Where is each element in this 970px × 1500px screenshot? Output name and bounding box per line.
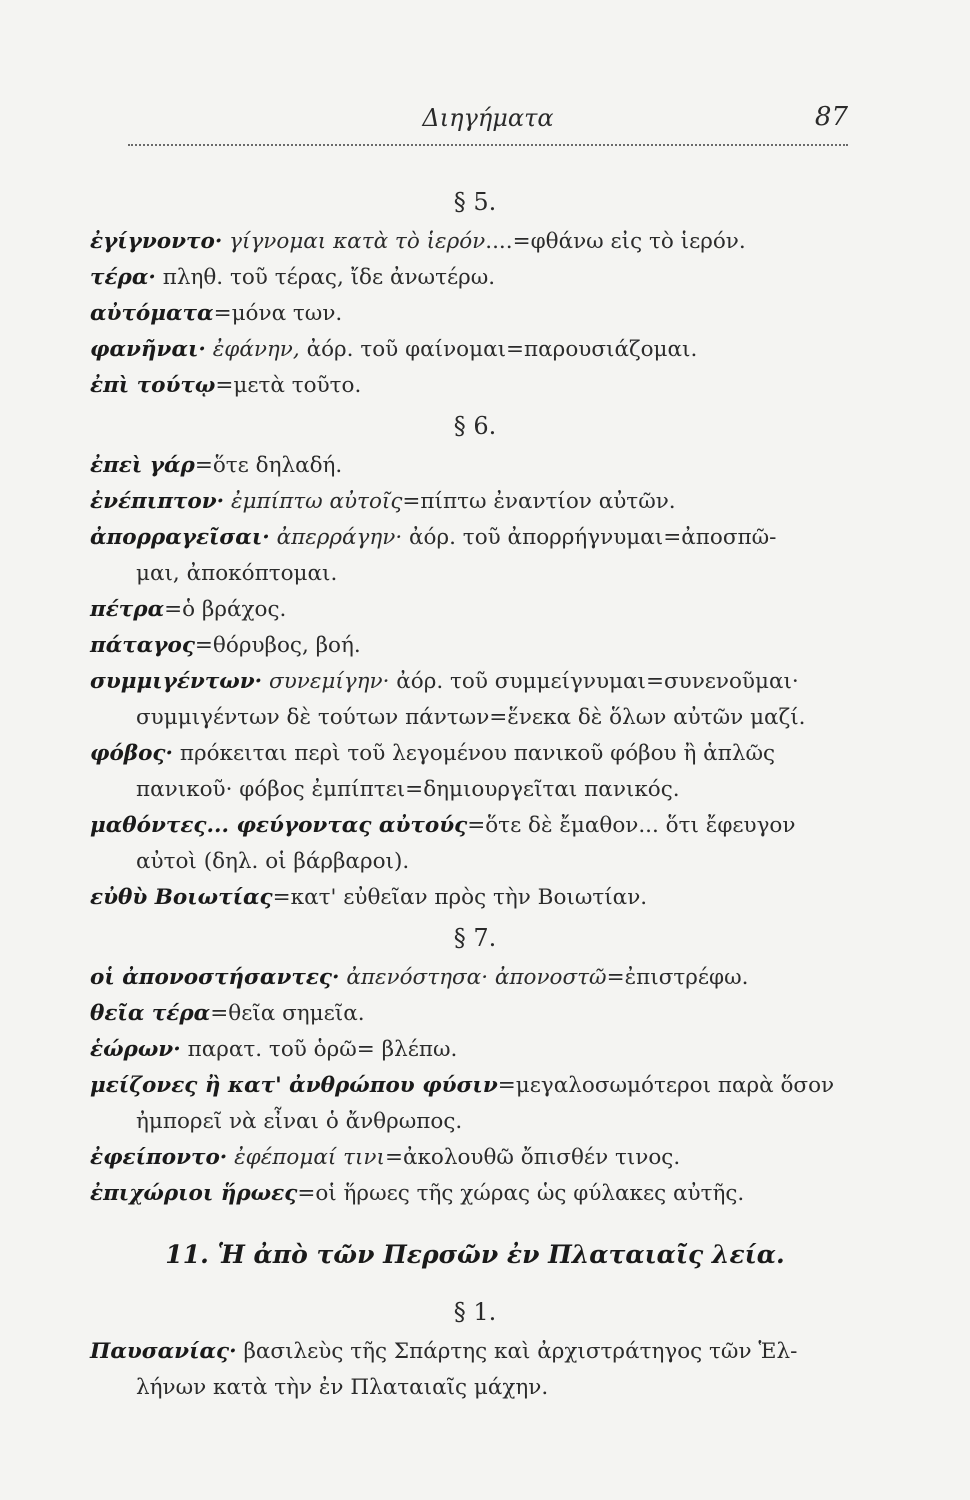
headword: θεῖα τέρα <box>90 1001 211 1026</box>
gloss-form: ἐφέπομαί τινι <box>234 1145 385 1170</box>
headword: μαθόντες... φεύγοντας αὐτούς <box>90 813 468 838</box>
gloss-text: πρόκειται περὶ τοῦ λεγομένου πανικοῦ φόβου ἢ ἁπλῶς <box>179 741 776 766</box>
section-heading: § 6. <box>453 412 497 440</box>
glossary-body <box>90 180 860 1406</box>
gloss-text: παρατ. τοῦ ὁρῶ= βλέπω. <box>187 1037 458 1062</box>
gloss-entry <box>90 664 860 700</box>
gloss-text: =ὅτε δὲ ἔμαθον... ὅτι ἔφευγον <box>467 813 796 838</box>
headword: ἐπιχώριοι ἥρωες <box>90 1181 298 1206</box>
gloss-entry <box>90 296 860 332</box>
gloss-form: ἀπερράγην· <box>276 525 403 550</box>
gloss-text: ἀόρ. τοῦ φαίνομαι=παρουσιάζομαι. <box>306 337 698 362</box>
chapter-title: 11. Ἡ ἀπὸ τῶν Περσῶν ἐν Πλαταιαῖς λεία. <box>165 1240 785 1269</box>
gloss-text: =θεῖα σημεῖα. <box>210 1001 365 1026</box>
gloss-text: =μόνα των. <box>213 301 343 326</box>
gloss-text: =ὅτε δηλαδή. <box>194 453 343 478</box>
headword: ἐνέπιπτον· <box>90 489 225 514</box>
headword: ἐπεὶ γάρ <box>90 453 195 478</box>
gloss-text: =θόρυβος, βοή. <box>194 633 361 658</box>
gloss-form: συνεμίγην· <box>269 669 390 694</box>
headword: ἑώρων· <box>90 1037 181 1062</box>
gloss-entry <box>90 1140 860 1176</box>
section-heading: § 5. <box>453 188 497 216</box>
gloss-form: ἐμπίπτω αὐτοῖς <box>231 489 403 514</box>
headword: φανῆναι· <box>90 337 206 362</box>
gloss-text: πληθ. τοῦ τέρας, ἴδε ἀνωτέρω. <box>162 265 496 290</box>
headword: ἐπὶ τούτῳ <box>90 373 216 398</box>
gloss-continuation: ἠμπορεῖ νὰ εἶναι ὁ ἄνθρωπος. <box>136 1109 463 1134</box>
page-header <box>128 100 848 146</box>
gloss-text: =οἱ ἥρωες τῆς χώρας ὡς φύλακες αὐτῆς. <box>297 1181 745 1206</box>
gloss-text: ἀόρ. τοῦ ἀπορρήγνυμαι=ἀποσπῶ- <box>409 525 777 550</box>
gloss-entry <box>90 260 860 296</box>
gloss-text: ....=φθάνω εἰς τὸ ἱερόν. <box>485 229 746 254</box>
gloss-entry <box>90 996 860 1032</box>
gloss-entry <box>90 448 860 484</box>
headword: τέρα· <box>90 265 156 290</box>
gloss-entry <box>90 1068 860 1104</box>
gloss-continuation: αὐτοὶ (δηλ. οἱ βάρβαροι). <box>136 849 410 874</box>
gloss-form: γίγνομαι κατὰ τὸ ἱερόν <box>229 229 486 254</box>
gloss-entry <box>90 224 860 260</box>
gloss-continuation: πανικοῦ· φόβος ἐμπίπτει=δημιουργεῖται πανικός. <box>136 777 680 802</box>
headword: Παυσανίας· <box>90 1339 237 1364</box>
gloss-entry <box>90 1032 860 1068</box>
headword: εὐθὺ Βοιωτίας <box>90 885 273 910</box>
gloss-form: ἀπενόστησα· ἀπονοστῶ <box>346 965 607 990</box>
gloss-text: =ἐπιστρέφω. <box>606 965 749 990</box>
gloss-entry <box>90 808 860 844</box>
gloss-continuation: μαι, ἀποκόπτομαι. <box>136 561 338 586</box>
headword: συμμιγέντων· <box>90 669 263 694</box>
gloss-text: =ἀκολουθῶ ὄπισθέν τινος. <box>384 1145 681 1170</box>
section-heading: § 1. <box>453 1298 497 1326</box>
headword: φόβος· <box>90 741 173 766</box>
gloss-entry <box>90 628 860 664</box>
gloss-text: =κατ' εὐθεῖαν πρὸς τὴν Βοιωτίαν. <box>272 885 648 910</box>
gloss-text: =μετὰ τοῦτο. <box>215 373 362 398</box>
headword: ἀπορραγεῖσαι· <box>90 525 270 550</box>
gloss-entry <box>90 520 860 556</box>
gloss-form: ἐφάνην, <box>212 337 300 362</box>
headword: μείζονες ἢ κατ' ἀνθρώπου φύσιν <box>90 1073 498 1098</box>
gloss-entry <box>90 1176 860 1212</box>
gloss-entry <box>90 960 860 996</box>
gloss-entry <box>90 736 860 772</box>
gloss-entry <box>90 332 860 368</box>
headword: πέτρα <box>90 597 165 622</box>
headword: αὐτόματα <box>90 301 214 326</box>
gloss-text: =ὁ βράχος. <box>164 597 287 622</box>
gloss-entry <box>90 368 860 404</box>
gloss-entry <box>90 1334 860 1370</box>
section-heading: § 7. <box>453 924 497 952</box>
gloss-text: βασιλεὺς τῆς Σπάρτης καὶ ἀρχιστράτηγος τῶν Ἑλ- <box>243 1339 798 1364</box>
headword: ἐγίγνοντο· <box>90 229 223 254</box>
headword: πάταγος <box>90 633 195 658</box>
gloss-entry <box>90 592 860 628</box>
gloss-entry <box>90 880 860 916</box>
running-title: Διηγήματα <box>422 104 554 132</box>
gloss-entry <box>90 484 860 520</box>
headword: οἱ ἀπονοστήσαντες· <box>90 965 340 990</box>
gloss-text: =πίπτω ἐναντίον αὐτῶν. <box>402 489 676 514</box>
gloss-continuation: λήνων κατὰ τὴν ἐν Πλαταιαῖς μάχην. <box>136 1375 549 1400</box>
headword: ἐφείποντο· <box>90 1145 228 1170</box>
page-number: 87 <box>814 102 848 132</box>
gloss-text: ἀόρ. τοῦ συμμείγνυμαι=συνενοῦμαι· <box>396 669 799 694</box>
gloss-text: =μεγαλοσωμότεροι παρὰ ὅσον <box>497 1073 835 1098</box>
gloss-continuation: συμμιγέντων δὲ τούτων πάντων=ἕνεκα δὲ ὅλων αὐτῶν μαζί. <box>136 705 806 730</box>
